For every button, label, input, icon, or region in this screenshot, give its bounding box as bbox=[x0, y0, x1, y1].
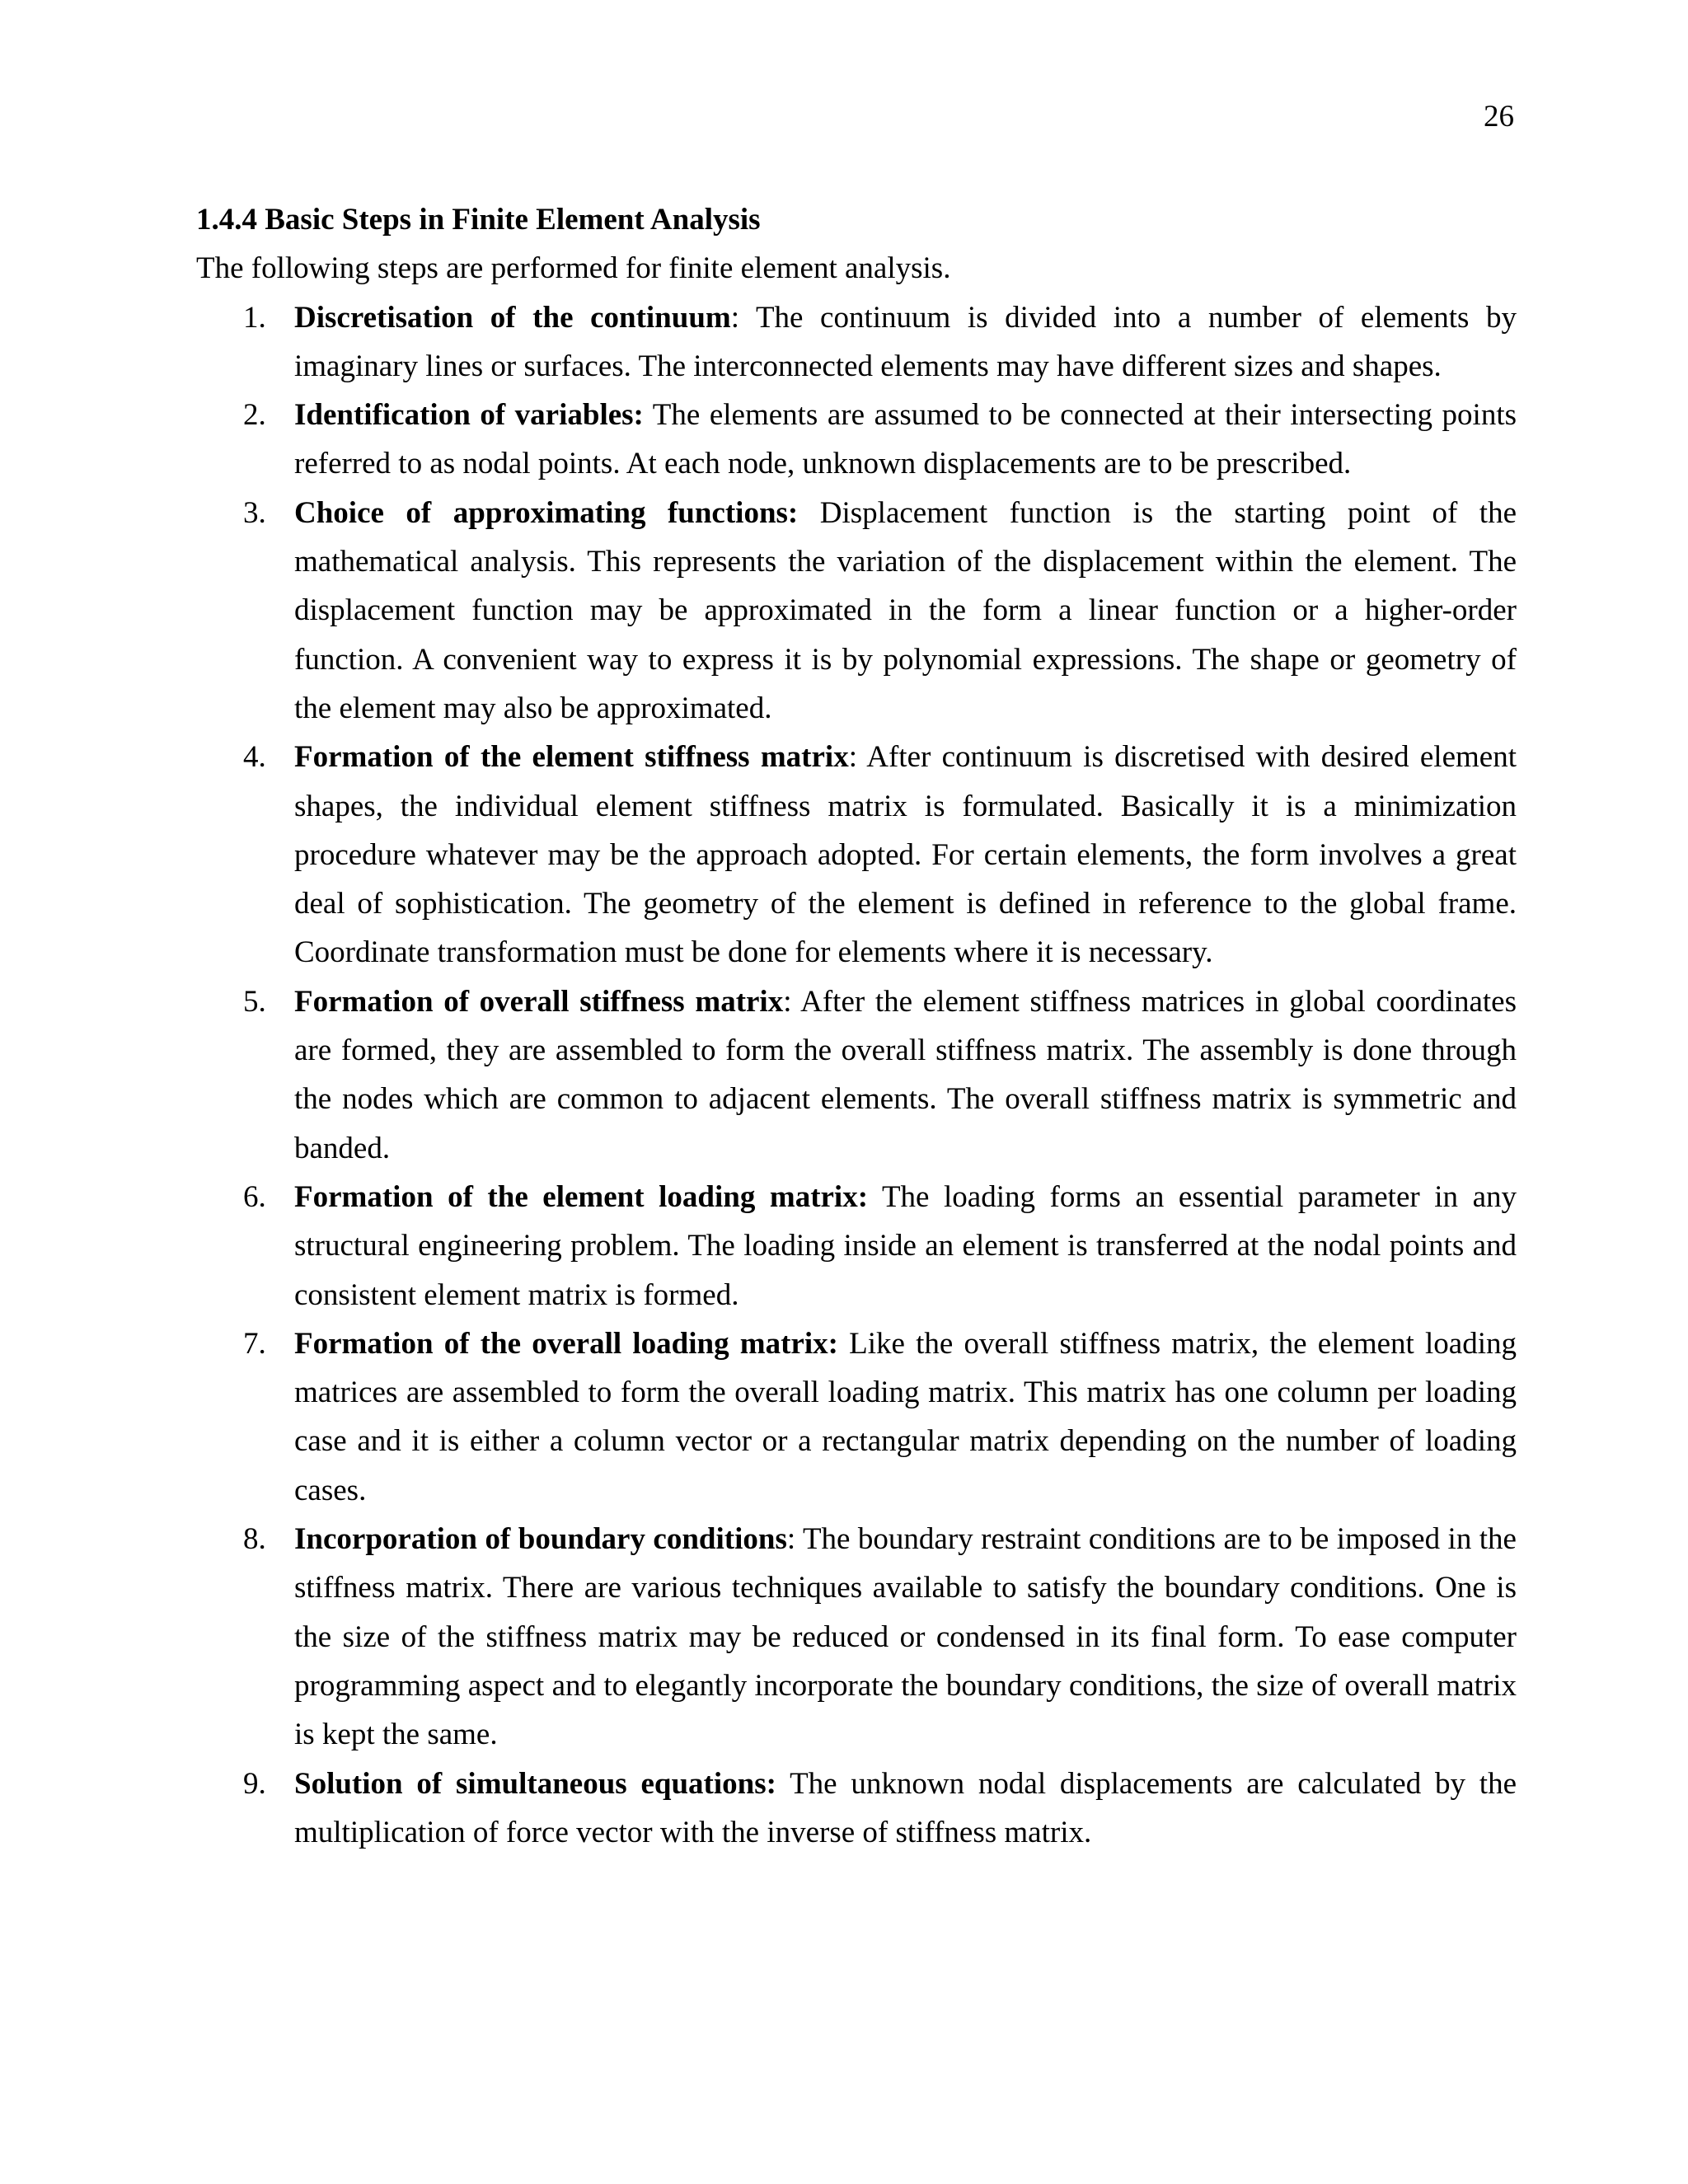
step-number: 5. bbox=[243, 984, 266, 1019]
step-title: Formation of the overall loading matrix: bbox=[294, 1326, 838, 1361]
step-title: Choice of approximating functions: bbox=[294, 495, 799, 530]
step-item bbox=[196, 733, 1517, 977]
step-item bbox=[196, 489, 1517, 733]
section-heading: 1.4.4 Basic Steps in Finite Element Analysis bbox=[196, 203, 761, 237]
step-title: Formation of overall stiffness matrix bbox=[294, 984, 784, 1019]
step-body: The loading forms an essential parameter in any structural engineering problem. The loading inside an element is transferred at the nodal points and consistent element matrix is formed. bbox=[294, 1179, 1517, 1312]
page-content bbox=[196, 195, 1517, 1857]
step-body: The unknown nodal displacements are calculated by the multiplication of force vector with the inverse of stiffness matrix. bbox=[294, 1766, 1517, 1849]
step-body: The continuum is divided into a number of elements by imaginary lines or surfaces. The interconnected elements may have different sizes and shapes. bbox=[294, 300, 1517, 383]
step-title: Incorporation of boundary conditions bbox=[294, 1522, 787, 1557]
step-number: 7. bbox=[243, 1326, 266, 1361]
step-separator bbox=[644, 398, 653, 432]
step-item bbox=[196, 1760, 1517, 1858]
step-separator: : bbox=[786, 1522, 803, 1557]
step-body: After continuum is discretised with desired element shapes, the individual element stiffness matrix is formulated. Basically it is a minimization procedure whatever may be the approach adopted. For certain elements, the form involves a great deal of sophistication. The geometry of the element is defined in reference to the global frame. Coordinate transformation must be done for elements where it is necessary. bbox=[294, 740, 1517, 970]
step-body: The elements are assumed to be connected at their intersecting points referred to as nodal points. At each node, unknown displacements are to be prescribed. bbox=[294, 398, 1517, 481]
page-number: 26 bbox=[1484, 100, 1514, 134]
step-title: Identification of variables: bbox=[294, 398, 644, 433]
steps-list bbox=[196, 293, 1517, 1858]
step-title: Solution of simultaneous equations: bbox=[294, 1766, 776, 1801]
step-item bbox=[196, 293, 1517, 391]
step-body: Like the overall stiffness matrix, the element loading matrices are assembled to form the overall loading matrix. This matrix has one column per loading case and it is either a column vector or a rectangular matrix depending on the number of loading cases. bbox=[294, 1326, 1517, 1507]
step-separator bbox=[776, 1767, 790, 1801]
step-item bbox=[196, 1319, 1517, 1515]
step-separator bbox=[868, 1180, 882, 1214]
step-number: 1. bbox=[243, 300, 266, 335]
step-item bbox=[196, 391, 1517, 489]
step-separator: : bbox=[783, 984, 801, 1019]
step-number: 9. bbox=[243, 1766, 266, 1801]
step-separator: : bbox=[848, 740, 867, 775]
step-item bbox=[196, 1515, 1517, 1759]
step-number: 8. bbox=[243, 1522, 266, 1557]
step-item bbox=[196, 977, 1517, 1173]
step-number: 3. bbox=[243, 495, 266, 530]
step-separator bbox=[838, 1327, 849, 1361]
step-separator: : bbox=[730, 300, 756, 335]
step-number: 4. bbox=[243, 740, 266, 775]
step-title: Formation of the element stiffness matrix bbox=[294, 740, 849, 775]
step-title: Discretisation of the continuum bbox=[294, 300, 731, 335]
step-number: 6. bbox=[243, 1179, 266, 1214]
step-number: 2. bbox=[243, 398, 266, 433]
step-separator bbox=[798, 496, 820, 530]
section-intro: The following steps are performed for finite element analysis. bbox=[196, 251, 951, 286]
step-item bbox=[196, 1173, 1517, 1319]
step-body: After the element stiffness matrices in global coordinates are formed, they are assembled to form the overall stiffness matrix. The assembly is done through the nodes which are common to adjacent elements. The overall stiffness matrix is symmetric and banded. bbox=[294, 984, 1517, 1165]
step-body: The boundary restraint conditions are to be imposed in the stiffness matrix. There are various techniques available to satisfy the boundary conditions. One is the size of the stiffness matrix may be reduced or condensed in its final form. To ease computer programming aspect and to elegantly incorporate the boundary conditions, the size of overall matrix is kept the same. bbox=[294, 1522, 1517, 1752]
step-body: Displacement function is the starting point of the mathematical analysis. This represents the variation of the displacement within the element. The displacement function may be approximated in the form a linear function or a higher-order function. A convenient way to express it is by polynomial expressions. The shape or geometry of the element may also be approximated. bbox=[294, 495, 1517, 725]
step-title: Formation of the element loading matrix: bbox=[294, 1179, 869, 1214]
